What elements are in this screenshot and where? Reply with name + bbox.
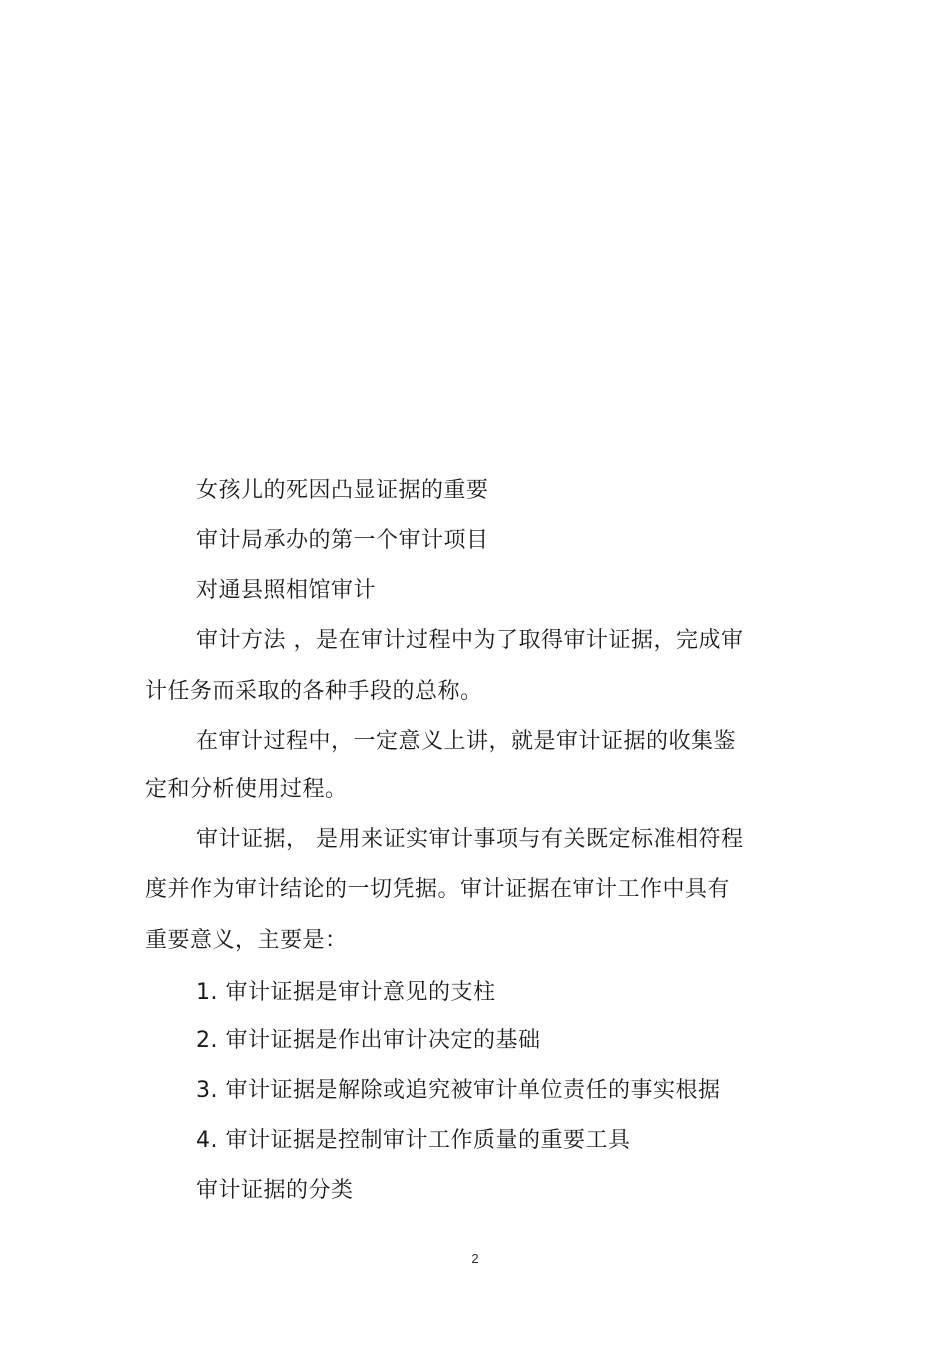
paragraph-audit-process-line-1: 在审计过程中，一定意义上讲，就是审计证据的收集鉴 xyxy=(196,729,737,754)
heading-first-audit-project: 审计局承办的第一个审计项目 xyxy=(196,528,489,553)
paragraph-audit-evidence-line-2: 度并作为审计结论的一切凭据。审计证据在审计工作中具有 xyxy=(145,877,731,902)
heading-evidence-classification: 审计证据的分类 xyxy=(196,1178,354,1203)
paragraph-audit-evidence-line-3: 重要意义，主要是： xyxy=(145,928,348,953)
list-item-4: 4. 审计证据是控制审计工作质量的重要工具 xyxy=(196,1128,631,1153)
list-item-3: 3. 审计证据是解除或追究被审计单位责任的事实根据 xyxy=(196,1078,721,1103)
paragraph-audit-evidence-line-1: 审计证据， 是用来证实审计事项与有关既定标准相符程 xyxy=(196,827,744,852)
paragraph-audit-process-line-2: 定和分析使用过程。 xyxy=(145,777,348,802)
heading-photo-studio-audit: 对通县照相馆审计 xyxy=(196,578,377,603)
heading-girl-death-cause: 女孩儿的死因凸显证据的重要 xyxy=(196,478,489,503)
paragraph-audit-method-line-1: 审计方法 ，是在审计过程中为了取得审计证据，完成审 xyxy=(196,628,744,653)
page-number: 2 xyxy=(471,1251,479,1266)
paragraph-audit-method-line-2: 计任务而采取的各种手段的总称。 xyxy=(145,679,483,704)
list-item-1: 1. 审计证据是审计意见的支柱 xyxy=(196,980,496,1005)
list-item-2: 2. 审计证据是作出审计决定的基础 xyxy=(196,1028,541,1053)
